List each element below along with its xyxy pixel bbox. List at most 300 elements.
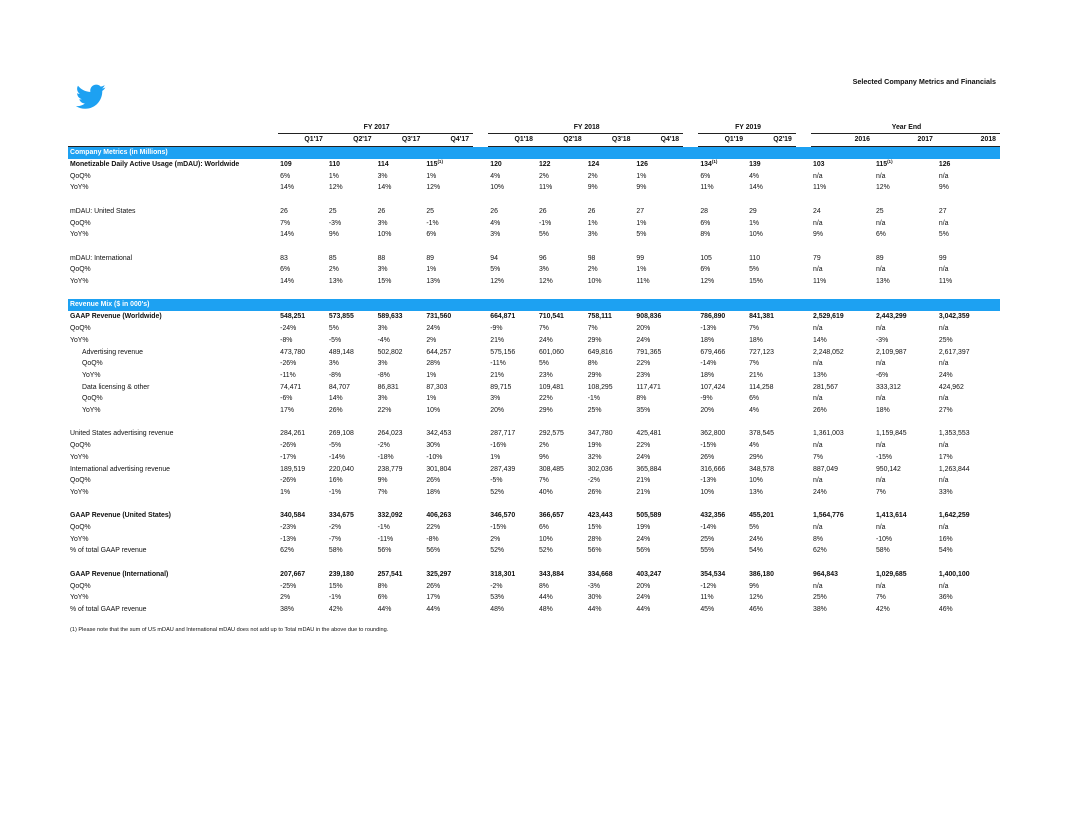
cell-value: 287,439 <box>490 465 516 473</box>
cell-value: 7% <box>538 325 549 333</box>
value-cell <box>634 510 683 522</box>
column-gap <box>473 134 488 147</box>
value-cell <box>586 218 635 230</box>
cell-value: 3% <box>490 231 501 239</box>
cell-value: -13% <box>700 477 717 485</box>
value-cell <box>874 440 937 452</box>
value-cell <box>747 218 796 230</box>
cell-value: 13% <box>328 278 343 285</box>
footnote-marker: (1) <box>711 159 718 164</box>
value-cell <box>937 510 1000 522</box>
cell-value: 301,804 <box>426 465 452 473</box>
value-cell <box>634 545 683 557</box>
column-gap <box>796 464 811 476</box>
cell-value: 354,534 <box>700 570 726 578</box>
value-cell <box>537 452 586 464</box>
column-gap <box>473 545 488 557</box>
column-gap <box>683 347 698 359</box>
cell-value: 238,779 <box>377 465 403 473</box>
value-cell <box>424 569 473 581</box>
value-cell <box>747 311 796 323</box>
value-cell <box>937 218 1000 230</box>
value-cell <box>327 534 376 546</box>
value-cell <box>698 464 747 476</box>
cell-value: 24% <box>636 535 651 543</box>
cell-value: n/a <box>813 442 823 450</box>
value-cell <box>937 335 1000 347</box>
value-cell <box>586 487 635 499</box>
period-header: 2017 <box>874 134 937 147</box>
value-cell <box>586 604 635 616</box>
value-cell <box>488 592 537 604</box>
value-cell <box>537 229 586 241</box>
row-label: United States advertising revenue <box>70 430 174 438</box>
cell-value: 432,356 <box>700 512 726 520</box>
value-cell <box>278 405 327 417</box>
value-cell <box>811 475 874 487</box>
cell-value: 12% <box>700 278 715 285</box>
cell-value: 89,715 <box>490 383 512 391</box>
cell-value: 18% <box>749 336 763 344</box>
cell-value: 48% <box>538 605 553 613</box>
cell-value: 21% <box>636 488 651 496</box>
table-row <box>68 218 1000 230</box>
cell-value: 4% <box>490 219 501 227</box>
cell-value: 1,400,100 <box>938 570 970 578</box>
column-gap <box>796 604 811 616</box>
value-cell <box>488 171 537 183</box>
cell-value: n/a <box>938 360 949 368</box>
cell-value: 6% <box>280 266 291 274</box>
value-cell <box>747 159 796 171</box>
value-cell <box>634 229 683 241</box>
cell-value: 473,780 <box>280 348 306 356</box>
value-cell <box>488 452 537 464</box>
cell-value: 10% <box>538 535 553 543</box>
cell-value: 1% <box>749 219 760 227</box>
column-gap <box>796 534 811 546</box>
row-label: International advertising revenue <box>70 465 170 473</box>
value-cell <box>376 569 425 581</box>
cell-value: 23% <box>636 371 651 379</box>
cell-value: 105 <box>700 254 712 262</box>
cell-value: 126 <box>636 161 648 168</box>
cell-value: 14% <box>280 278 294 285</box>
cell-value: 1% <box>636 172 647 180</box>
value-cell <box>874 370 937 382</box>
value-cell <box>376 452 425 464</box>
cell-value: 21% <box>490 371 505 379</box>
cell-value: 11% <box>538 184 553 192</box>
value-cell <box>488 182 537 194</box>
period-header: Q2'19 <box>747 134 796 147</box>
value-cell <box>424 604 473 616</box>
cell-value: 2% <box>538 442 549 450</box>
value-cell <box>874 604 937 616</box>
cell-value: n/a <box>875 219 886 227</box>
cell-value: 26% <box>587 488 602 496</box>
value-cell <box>537 393 586 405</box>
value-cell <box>937 464 1000 476</box>
value-cell <box>811 276 874 288</box>
value-cell <box>376 475 425 487</box>
table-row <box>68 592 1000 604</box>
cell-value: -16% <box>490 442 507 450</box>
cell-value: n/a <box>938 442 949 450</box>
column-gap <box>796 159 811 171</box>
cell-value: -5% <box>328 336 342 344</box>
cell-value: 679,466 <box>700 348 726 356</box>
table-row <box>68 276 1000 288</box>
cell-value: 1,564,776 <box>813 512 844 520</box>
row-label: % of total GAAP revenue <box>70 605 147 613</box>
cell-value: 44% <box>426 605 441 613</box>
cell-value: 44% <box>538 594 553 602</box>
value-cell <box>937 534 1000 546</box>
spacer-cell <box>68 194 1000 206</box>
row-label: YoY% <box>70 278 89 285</box>
value-cell <box>698 475 747 487</box>
value-cell <box>488 475 537 487</box>
value-cell <box>376 218 425 230</box>
value-cell <box>634 171 683 183</box>
cell-value: -25% <box>280 582 297 590</box>
value-cell <box>278 382 327 394</box>
value-cell <box>937 452 1000 464</box>
value-cell <box>874 347 937 359</box>
cell-value: -18% <box>377 453 394 461</box>
cell-value: 24% <box>749 535 763 543</box>
value-cell <box>278 475 327 487</box>
period-header: Q1'17 <box>278 134 327 147</box>
cell-value: 28% <box>426 360 441 368</box>
value-cell <box>698 405 747 417</box>
value-cell <box>327 323 376 335</box>
cell-value: 10% <box>749 231 763 239</box>
value-cell <box>634 253 683 265</box>
table-row <box>68 253 1000 265</box>
cell-value: 1% <box>490 453 501 461</box>
cell-value: 3% <box>377 325 388 333</box>
column-gap <box>683 358 698 370</box>
column-gap <box>796 581 811 593</box>
cell-value: 325,297 <box>426 570 452 578</box>
cell-value: 5% <box>538 360 549 368</box>
value-cell <box>376 405 425 417</box>
cell-value: -2% <box>587 477 600 485</box>
cell-value: 3% <box>377 360 388 368</box>
column-gap <box>473 569 488 581</box>
table-row <box>68 171 1000 183</box>
column-gap <box>473 510 488 522</box>
column-gap <box>683 370 698 382</box>
cell-value: 25% <box>700 535 715 543</box>
value-cell <box>811 510 874 522</box>
column-gap <box>683 581 698 593</box>
cell-value: -15% <box>875 453 893 461</box>
value-cell <box>698 487 747 499</box>
cell-value: -1% <box>377 524 390 532</box>
value-cell <box>278 347 327 359</box>
value-cell <box>937 311 1000 323</box>
column-gap <box>796 592 811 604</box>
value-cell <box>488 393 537 405</box>
cell-value: 575,156 <box>490 348 516 356</box>
cell-value: 5% <box>490 266 501 274</box>
table-row <box>68 534 1000 546</box>
cell-value: 24% <box>938 371 953 379</box>
row-label: YoY% <box>70 336 89 344</box>
value-cell <box>874 534 937 546</box>
cell-value: -3% <box>875 336 889 344</box>
cell-value: -1% <box>587 395 600 403</box>
value-cell <box>811 487 874 499</box>
cell-value: 14% <box>328 395 343 403</box>
value-cell <box>376 604 425 616</box>
value-cell <box>937 405 1000 417</box>
value-cell <box>424 276 473 288</box>
column-gap <box>473 604 488 616</box>
cell-value: -8% <box>426 535 439 543</box>
cell-value: 5% <box>938 231 949 239</box>
value-cell <box>811 464 874 476</box>
header-spacer <box>68 134 278 147</box>
cell-value: 342,453 <box>426 430 452 438</box>
value-cell <box>634 569 683 581</box>
cell-value: 42% <box>875 605 890 613</box>
value-cell <box>376 393 425 405</box>
cell-value: 38% <box>813 605 827 613</box>
value-cell <box>376 323 425 335</box>
column-gap <box>683 264 698 276</box>
value-cell <box>747 487 796 499</box>
cell-value: 8% <box>636 395 647 403</box>
cell-value: n/a <box>875 266 886 274</box>
value-cell <box>874 475 937 487</box>
cell-value: 16% <box>328 477 343 485</box>
cell-value: 54% <box>938 547 953 555</box>
value-cell <box>376 229 425 241</box>
cell-value: 4% <box>490 172 501 180</box>
cell-value: 7% <box>813 453 823 461</box>
cell-value: 25 <box>426 207 434 215</box>
table-row <box>68 182 1000 194</box>
cell-value: 24% <box>636 453 651 461</box>
row-label: YoY% <box>70 594 89 602</box>
cell-value: 17% <box>426 594 441 602</box>
row-label: mDAU: United States <box>70 207 136 215</box>
column-gap <box>683 122 698 134</box>
cell-value: 17% <box>280 407 294 415</box>
table-row <box>68 358 1000 370</box>
cell-value: 52% <box>538 547 553 555</box>
cell-value: 120 <box>490 161 502 168</box>
value-cell <box>537 545 586 557</box>
cell-value: 2% <box>328 266 339 274</box>
value-cell <box>937 569 1000 581</box>
value-cell <box>488 464 537 476</box>
cell-value: 26 <box>490 207 498 215</box>
value-cell <box>424 253 473 265</box>
value-cell <box>376 276 425 288</box>
cell-value: 5% <box>749 524 760 532</box>
value-cell <box>424 206 473 218</box>
cell-value: 27 <box>938 207 947 215</box>
value-cell <box>488 335 537 347</box>
column-gap <box>473 206 488 218</box>
column-gap <box>473 253 488 265</box>
cell-value: -9% <box>700 395 713 403</box>
column-gap <box>683 475 698 487</box>
table-row <box>68 522 1000 534</box>
section-header-row <box>68 147 1000 160</box>
cell-value: n/a <box>875 172 886 180</box>
table-row <box>68 487 1000 499</box>
period-header: Q3'18 <box>586 134 635 147</box>
cell-value: 1,029,685 <box>875 570 907 578</box>
cell-value: 10% <box>490 184 505 192</box>
value-cell <box>424 171 473 183</box>
value-cell <box>537 464 586 476</box>
value-cell <box>874 405 937 417</box>
cell-value: 9% <box>938 184 949 192</box>
value-cell <box>874 487 937 499</box>
value-cell <box>278 335 327 347</box>
value-cell <box>376 264 425 276</box>
cell-value: 103 <box>813 161 825 168</box>
table-row <box>68 382 1000 394</box>
value-cell <box>376 159 425 171</box>
value-cell <box>937 487 1000 499</box>
value-cell <box>278 253 327 265</box>
value-cell <box>937 253 1000 265</box>
cell-value: 6% <box>538 524 549 532</box>
value-cell <box>376 510 425 522</box>
cell-value: 2% <box>587 266 598 274</box>
cell-value: -3% <box>587 582 600 590</box>
cell-value: n/a <box>813 360 823 368</box>
cell-value: 7% <box>280 219 291 227</box>
value-cell <box>937 182 1000 194</box>
cell-value: 45% <box>700 605 715 613</box>
value-cell <box>811 604 874 616</box>
row-label: mDAU: International <box>70 254 133 262</box>
value-cell <box>937 159 1000 171</box>
cell-value: -15% <box>700 442 717 450</box>
value-cell <box>874 393 937 405</box>
cell-value: 18% <box>700 336 715 344</box>
value-cell <box>424 452 473 464</box>
value-cell <box>698 569 747 581</box>
cell-value: 29 <box>749 207 757 215</box>
value-cell <box>537 182 586 194</box>
cell-value: 122 <box>538 161 551 168</box>
value-cell <box>874 335 937 347</box>
value-cell <box>874 182 937 194</box>
cell-value: 239,180 <box>328 570 354 578</box>
cell-value: 14% <box>377 184 392 192</box>
value-cell <box>278 604 327 616</box>
cell-value: n/a <box>938 172 949 180</box>
value-cell <box>747 358 796 370</box>
cell-value: 333,312 <box>875 383 901 391</box>
value-cell <box>488 522 537 534</box>
value-cell <box>937 604 1000 616</box>
footnote-marker: (1) <box>887 159 893 164</box>
row-label: YoY% <box>82 371 101 379</box>
cell-value: 189,519 <box>280 465 306 473</box>
cell-value: 548,251 <box>280 313 306 321</box>
cell-value: 644,257 <box>426 348 452 356</box>
cell-value: 24 <box>813 207 821 215</box>
cell-value: 334,668 <box>587 570 613 578</box>
row-label: Monetizable Daily Active Usage (mDAU): Worldwide <box>70 161 240 168</box>
cell-value: 2% <box>280 594 291 602</box>
value-cell <box>811 358 874 370</box>
value-cell <box>488 440 537 452</box>
cell-value: 62% <box>813 547 827 555</box>
value-cell <box>424 347 473 359</box>
cell-value: 24% <box>426 325 441 333</box>
value-cell <box>488 382 537 394</box>
row-label: Data licensing & other <box>82 383 150 391</box>
table-row <box>68 405 1000 417</box>
value-cell <box>278 182 327 194</box>
cell-value: 8% <box>700 231 711 239</box>
cell-value: 8% <box>377 582 388 590</box>
value-cell <box>278 534 327 546</box>
cell-value: 6% <box>426 231 437 239</box>
cell-value: 62% <box>280 547 294 555</box>
period-header: Q4'18 <box>634 134 683 147</box>
value-cell <box>488 276 537 288</box>
cell-value: 26 <box>280 207 288 215</box>
cell-value: -1% <box>328 488 342 496</box>
column-gap <box>796 229 811 241</box>
cell-value: 11% <box>700 184 714 192</box>
cell-value: 2,529,619 <box>813 313 844 321</box>
cell-value: 20% <box>636 325 651 333</box>
cell-value: 26 <box>587 207 596 215</box>
cell-value: 52% <box>490 488 505 496</box>
value-cell <box>747 276 796 288</box>
value-cell <box>811 428 874 440</box>
cell-value: 27% <box>938 407 953 415</box>
column-gap <box>473 323 488 335</box>
value-cell <box>698 276 747 288</box>
column-gap <box>683 253 698 265</box>
cell-value: 13% <box>813 371 827 379</box>
table-row <box>68 206 1000 218</box>
cell-value: n/a <box>938 395 949 403</box>
cell-value: 8% <box>813 535 823 543</box>
cell-value: -6% <box>875 371 889 379</box>
value-cell <box>327 159 376 171</box>
cell-value: 29% <box>538 407 553 415</box>
value-cell <box>424 370 473 382</box>
cell-value: 3,042,359 <box>938 313 970 321</box>
spacer-row <box>68 499 1000 511</box>
column-gap <box>683 182 698 194</box>
value-cell <box>937 581 1000 593</box>
value-cell <box>278 510 327 522</box>
value-cell <box>376 522 425 534</box>
cell-value: 18% <box>875 407 890 415</box>
cell-value: 40% <box>538 488 553 496</box>
cell-value: -26% <box>280 477 297 485</box>
value-cell <box>937 440 1000 452</box>
cell-value: 114 <box>377 161 389 168</box>
